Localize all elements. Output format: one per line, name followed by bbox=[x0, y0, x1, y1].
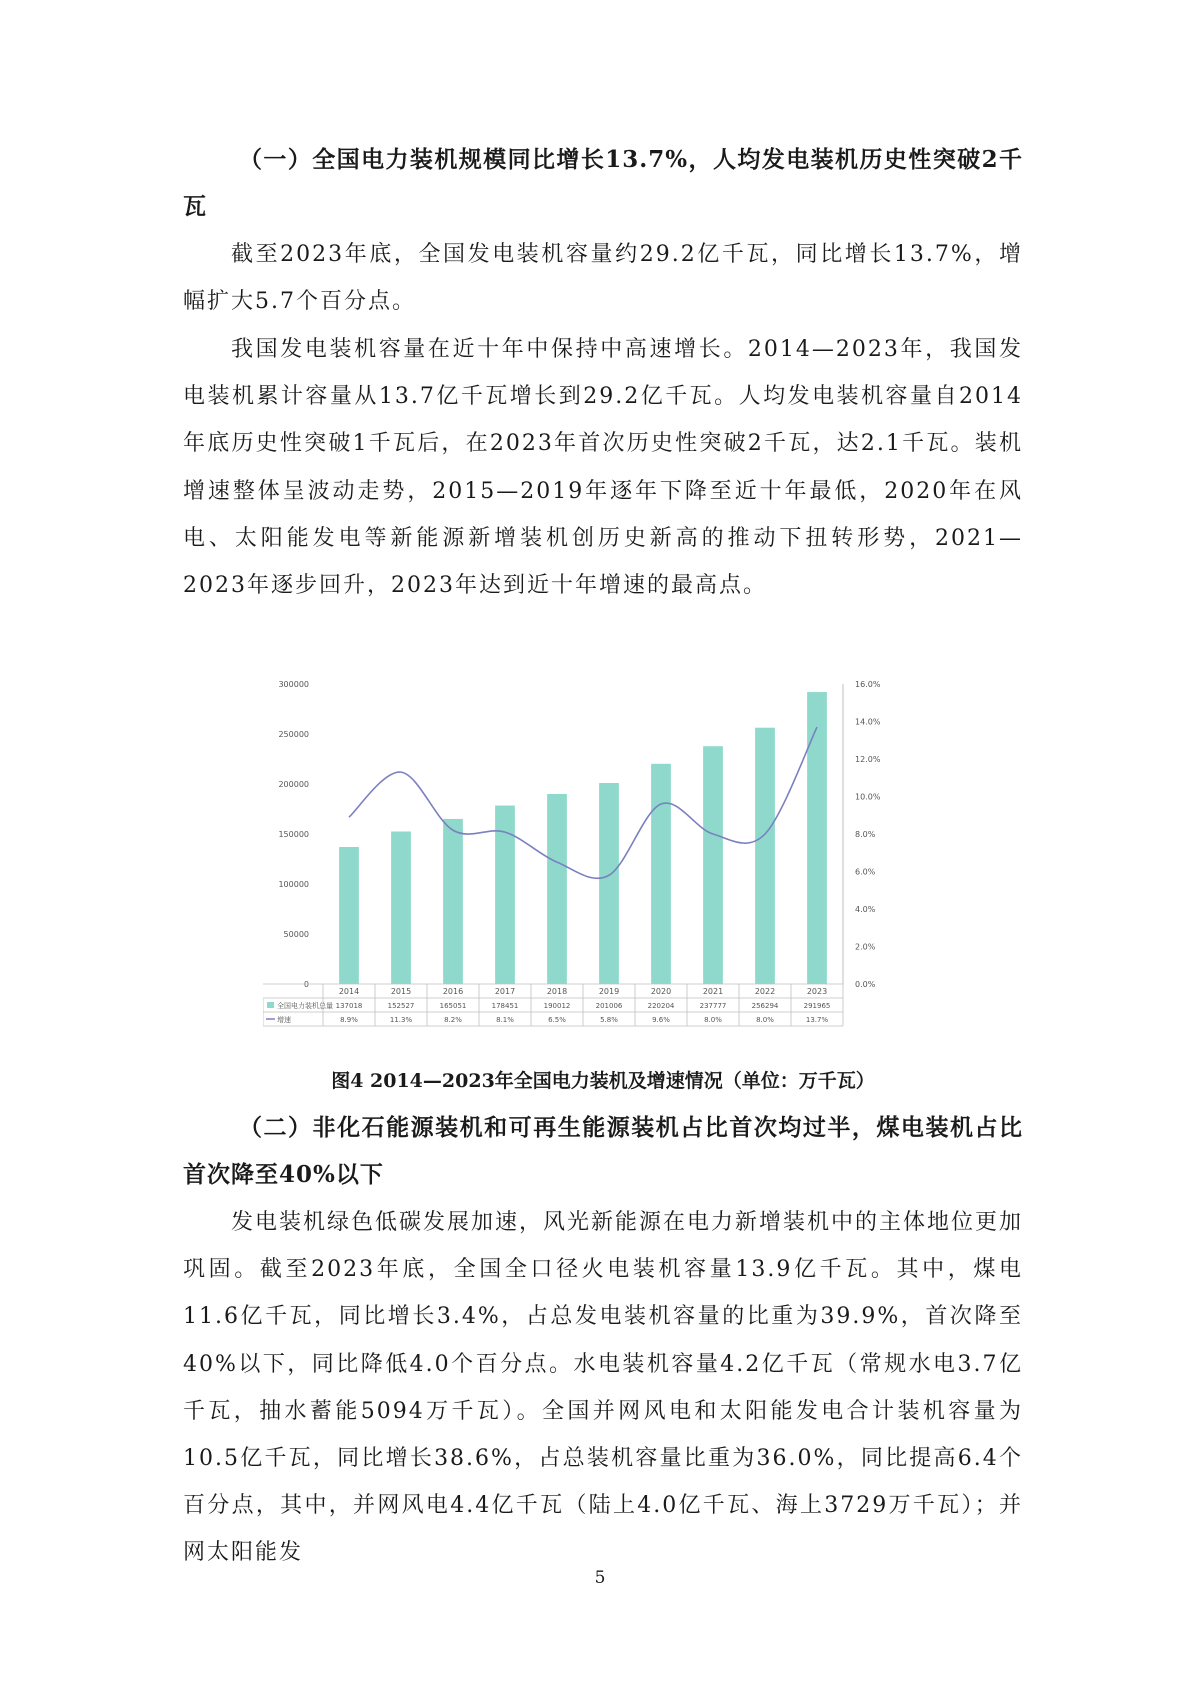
y-right-tick-label: 12.0% bbox=[855, 755, 881, 764]
bar-value-label: 165051 bbox=[439, 1002, 467, 1010]
capacity-chart bbox=[263, 664, 963, 1044]
section1-heading: （一）全国电力装机规模同比增长13.7%，人均发电装机历史性突破2千瓦 bbox=[183, 146, 1023, 220]
y-right-tick-label: 4.0% bbox=[855, 905, 876, 914]
growth-value-label: 8.9% bbox=[340, 1016, 358, 1024]
y-right-tick-label: 8.0% bbox=[855, 830, 876, 839]
growth-value-label: 8.2% bbox=[444, 1016, 462, 1024]
bar-value-label: 178451 bbox=[491, 1002, 519, 1010]
x-tick-label: 2021 bbox=[702, 987, 724, 996]
bar bbox=[547, 794, 567, 984]
y-left-tick-label: 300000 bbox=[278, 680, 309, 689]
y-left-tick-label: 250000 bbox=[278, 730, 309, 739]
bar-value-label: 237777 bbox=[699, 1002, 727, 1010]
y-right-tick-label: 10.0% bbox=[855, 792, 881, 802]
y-left-tick-label: 200000 bbox=[278, 780, 309, 789]
growth-value-label: 8.0% bbox=[704, 1016, 722, 1024]
y-left-tick-label: 100000 bbox=[278, 880, 309, 889]
growth-value-label: 13.7% bbox=[805, 1016, 829, 1024]
growth-value-label: 6.5% bbox=[548, 1016, 566, 1024]
legend-line-label: 增速 bbox=[277, 1016, 291, 1024]
section2-paragraph-1: 发电装机绿色低碳发展加速，风光新能源在电力新增装机中的主体地位更加巩固。截至2023年底，全国全口径火电装机容量13.9亿千瓦。其中，煤电11.6亿千瓦，同比增长3.4%，占总发电装机容量的比重为39.9%，首次降至40%以下，同比降低4.0个百分点。水电装机容量4.2亿千瓦（常规水电3.7亿千瓦，抽水蓄能5094万千瓦）。全国并网风电和太阳能发电合计装机容量为10.5亿千瓦，同比增长38.6%，占总装机容量比重为36.0%，同比提高6.4个百分点，其中，并网风电4.4亿千瓦（陆上4.0亿千瓦、海上3729万千瓦）；并网太阳能发 bbox=[183, 1210, 1024, 1566]
growth-value-label: 5.8% bbox=[600, 1016, 618, 1024]
y-right-tick-label: 16.0% bbox=[855, 680, 881, 689]
legend-bar-label: 全国电力装机总量 bbox=[277, 1002, 333, 1010]
bar bbox=[703, 746, 723, 984]
y-right-tick-label: 14.0% bbox=[855, 717, 881, 727]
y-left-tick-label: 50000 bbox=[283, 930, 309, 939]
section2-heading: （二）非化石能源装机和可再生能源装机占比首次均过半，煤电装机占比首次降至40%以下 bbox=[183, 1114, 1023, 1188]
growth-line bbox=[349, 727, 817, 878]
growth-value-label: 8.0% bbox=[756, 1016, 774, 1024]
x-tick-label: 2019 bbox=[598, 987, 620, 996]
legend-bar-key bbox=[267, 1002, 274, 1008]
bar-value-label: 256294 bbox=[751, 1002, 779, 1010]
y-right-tick-label: 6.0% bbox=[855, 867, 876, 877]
x-tick-label: 2023 bbox=[806, 987, 828, 996]
x-tick-label: 2014 bbox=[338, 987, 360, 996]
page-number: 5 bbox=[594, 1568, 606, 1588]
bar bbox=[651, 764, 671, 984]
x-tick-label: 2020 bbox=[650, 987, 672, 996]
figure-caption: 图4 2014—2023年全国电力装机及增速情况（单位：万千瓦） bbox=[331, 1070, 875, 1092]
section1-paragraph-2: 我国发电装机容量在近十年中保持中高速增长。2014—2023年，我国发电装机累计容量从13.7亿千瓦增长到29.2亿千瓦。人均发电装机容量自2014年底历史性突破1千瓦后，在2023年首次历史性突破2千瓦，达2.1千瓦。装机增速整体呈波动走势，2015—2019年逐年下降至近十年最低，2020年在风电、太阳能发电等新能源新增装机创历史新高的推动下扭转形势，2021—2023年逐步回升，2023年达到近十年增速的最高点。 bbox=[183, 337, 1023, 599]
bar bbox=[807, 692, 827, 984]
bar bbox=[443, 819, 463, 984]
bar bbox=[391, 831, 411, 984]
x-tick-label: 2017 bbox=[494, 987, 516, 996]
bar bbox=[339, 847, 359, 984]
x-tick-label: 2016 bbox=[442, 987, 464, 996]
y-right-tick-label: 0.0% bbox=[855, 980, 876, 989]
growth-value-label: 9.6% bbox=[652, 1016, 670, 1024]
x-tick-label: 2015 bbox=[390, 987, 412, 996]
x-tick-label: 2018 bbox=[546, 987, 568, 996]
x-tick-label: 2022 bbox=[754, 987, 776, 996]
y-left-tick-label: 150000 bbox=[278, 830, 309, 839]
bar bbox=[599, 783, 619, 984]
bar-value-label: 201006 bbox=[595, 1002, 623, 1010]
bar-value-label: 291965 bbox=[803, 1002, 831, 1010]
bar-value-label: 220204 bbox=[647, 1002, 675, 1010]
bar-value-label: 190012 bbox=[543, 1002, 571, 1010]
bar-value-label: 137018 bbox=[335, 1002, 363, 1010]
y-left-tick-label: 0 bbox=[303, 980, 309, 989]
chart-svg bbox=[263, 664, 963, 1044]
growth-value-label: 8.1% bbox=[496, 1016, 514, 1024]
bar bbox=[755, 728, 775, 984]
section1-paragraph-1: 截至2023年底，全国发电装机容量约29.2亿千瓦，同比增长13.7%，增幅扩大5.7个百分点。 bbox=[183, 242, 1023, 315]
y-right-tick-label: 2.0% bbox=[855, 942, 876, 952]
growth-value-label: 11.3% bbox=[389, 1016, 413, 1024]
bar-value-label: 152527 bbox=[387, 1002, 415, 1010]
